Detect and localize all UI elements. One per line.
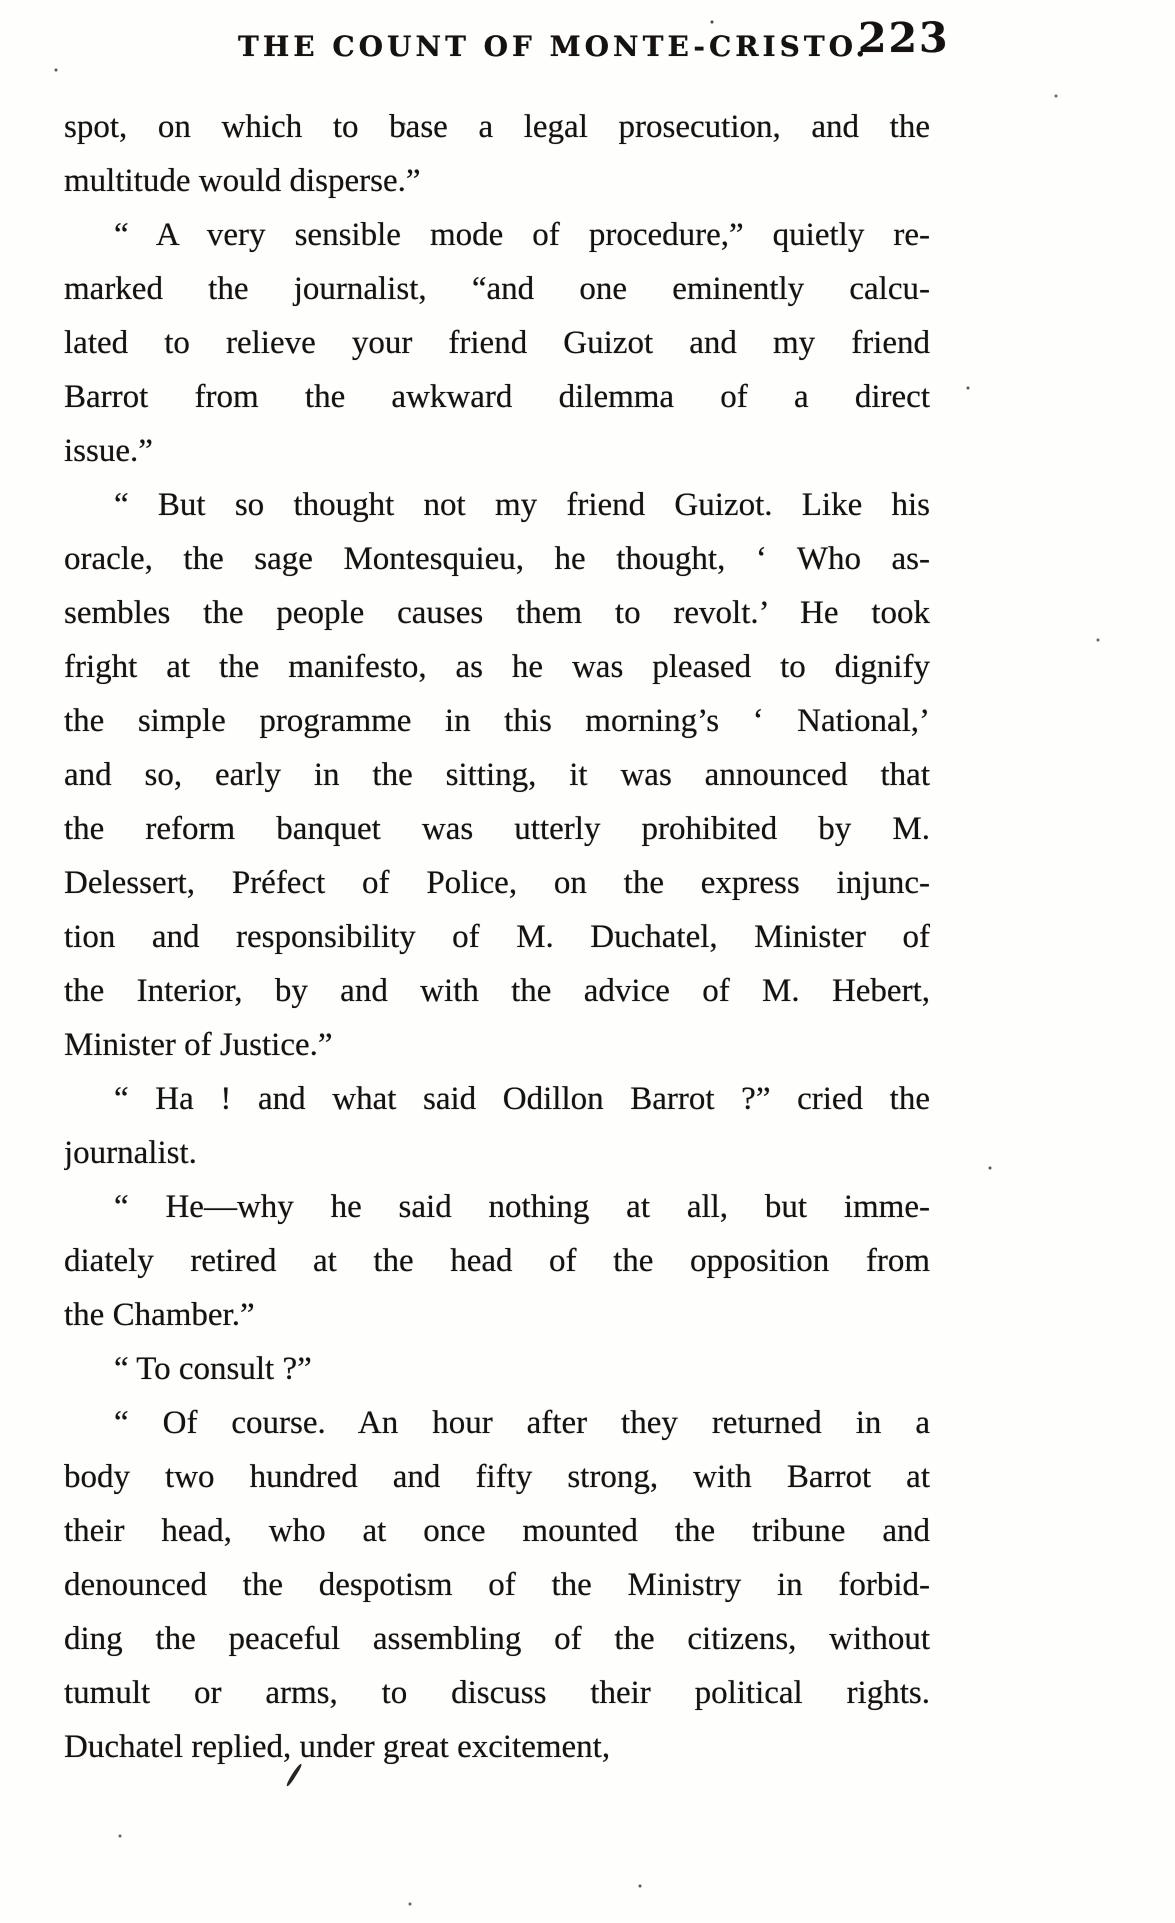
text-line: multitude would disperse.” — [64, 163, 421, 199]
text-line: issue.” — [64, 433, 153, 469]
text-line: body two hundred and fifty strong, with Barrot at — [64, 1459, 930, 1495]
text-line: “ A very sensible mode of procedure,” quietly re- — [114, 217, 930, 253]
text-line: “ Of course. An hour after they returned in a — [114, 1405, 930, 1441]
page-title: THE COUNT OF MONTE-CRISTO. — [238, 30, 870, 63]
text-line: tion and responsibility of M. Duchatel, Minister of — [64, 919, 930, 955]
text-line: denounced the despotism of the Ministry in forbid- — [64, 1567, 930, 1603]
text-line: the simple programme in this morning’s ‘ National,’ — [64, 703, 930, 739]
text-line: “ Ha ! and what said Odillon Barrot ?” cried the — [114, 1081, 930, 1117]
text-line: sembles the people causes them to revolt.’ He took — [64, 595, 930, 631]
text-line: the Interior, by and with the advice of M. Hebert, — [64, 973, 930, 1009]
text-line: “ He—why he said nothing at all, but imme- — [114, 1189, 930, 1225]
text-line: Delessert, Préfect of Police, on the express injunc- — [64, 865, 930, 901]
text-line: fright at the manifesto, as he was pleased to dignify — [64, 649, 930, 685]
text-line: oracle, the sage Montesquieu, he thought, ‘ Who as- — [64, 541, 930, 577]
text-line: marked the journalist, “and one eminently calcu- — [64, 271, 930, 307]
page-body — [64, 100, 930, 1774]
text-line: Barrot from the awkward dilemma of a direct — [64, 379, 930, 415]
text-line: their head, who at once mounted the tribune and — [64, 1513, 930, 1549]
running-head — [0, 0, 1175, 90]
text-line: tumult or arms, to discuss their political rights. — [64, 1675, 930, 1711]
text-line: spot, on which to base a legal prosecution, and the — [64, 109, 930, 145]
page-number: 223 — [858, 14, 950, 62]
text-line: lated to relieve your friend Guizot and my friend — [64, 325, 930, 361]
text-line: “ To consult ?” — [114, 1351, 312, 1387]
text-line: the Chamber.” — [64, 1297, 255, 1333]
text-line: Minister of Justice.” — [64, 1027, 333, 1063]
text-line: journalist. — [64, 1135, 197, 1171]
text-line: and so, early in the sitting, it was announced that — [64, 757, 930, 793]
text-line: “ But so thought not my friend Guizot. Like his — [114, 487, 930, 523]
text-line: the reform banquet was utterly prohibited by M. — [64, 811, 930, 847]
text-line: diately retired at the head of the opposition from — [64, 1243, 930, 1279]
text-line: ding the peaceful assembling of the citizens, without — [64, 1621, 930, 1657]
text-line: Duchatel replied, under great excitement, — [64, 1729, 611, 1765]
